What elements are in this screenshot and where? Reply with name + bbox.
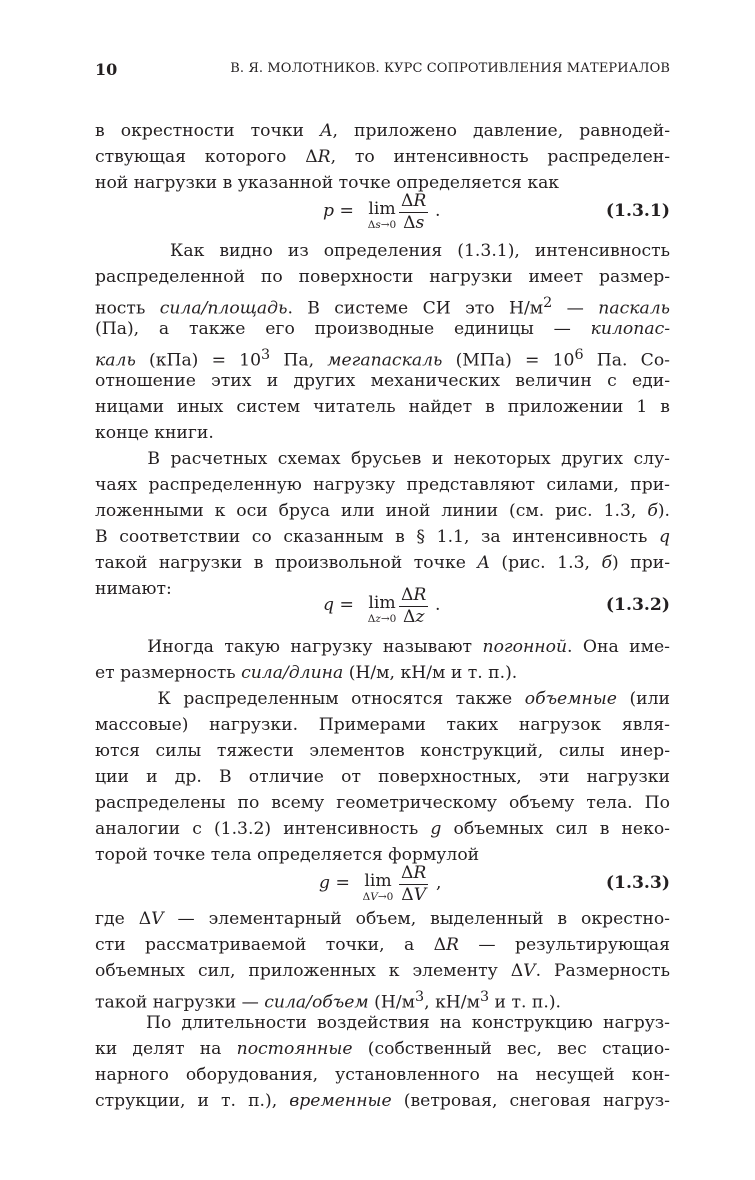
text-line: ки делят на постоянные (собственный вес, вес стацио- <box>95 1039 670 1059</box>
formula-denominator: ΔV <box>401 885 427 905</box>
text-line: распределены по всему геометрическому объему тела. По <box>95 793 670 813</box>
text-line: струкции, и т. п.), временные (ветровая, снеговая нагруз- <box>95 1091 670 1111</box>
formula-lim: lim <box>368 199 396 219</box>
text-line: Иногда такую нагрузку называют погонной. Она име- <box>95 637 670 657</box>
text-line: такой нагрузки в произвольной точке A (рис. 1.3, б) при- <box>95 553 670 573</box>
formula-denominator: Δz <box>402 607 425 627</box>
text-line: К распределенным относятся также объемные (или <box>95 689 670 709</box>
text-line: нимают: <box>95 579 172 599</box>
formula-denominator: Δs <box>403 213 425 233</box>
text-line: отношение этих и других механических величин с еди- <box>95 371 670 391</box>
formula-1-3-2 <box>95 584 670 630</box>
formula-numerator: ΔR <box>401 191 427 211</box>
formula-fraction <box>399 863 428 906</box>
formula-lhs: g = <box>319 873 350 893</box>
text-line: каль $(кПа) = 10^3$ Па, мегапаскаль $(МПа) = 10^6$ Па. Со- <box>95 347 670 371</box>
text-line: (Па), а также его производные единицы — килопас- <box>95 319 670 339</box>
text-line: массовые) нагрузки. Примерами таких нагрузок явля- <box>95 715 670 735</box>
text-line: распределенной по поверхности нагрузки имеет размер- <box>95 267 670 287</box>
text-line: ствующая которого ΔR, то интенсивность распределен- <box>95 147 671 167</box>
text-line: такой нагрузки — сила/объем ($Н/м^3$, $кН/м^3$ и т. п.). <box>95 989 561 1013</box>
formula-1-3-3 <box>95 862 670 908</box>
formula-lhs: q = <box>323 595 354 615</box>
page-number: 10 <box>95 60 118 79</box>
text-line: ницами иных систем читатель найдет в приложении 1 в <box>95 397 670 417</box>
formula-1-3-1 <box>95 190 670 236</box>
text-line: нарного оборудования, установленного на несущей кон- <box>95 1065 670 1085</box>
formula-lim-subscript: Δz→0 <box>367 613 397 625</box>
header <box>95 60 670 84</box>
text-line: В расчетных схемах брусьев и некоторых других слу- <box>95 449 670 469</box>
text-line: ность сила/площадь. В системе СИ это $Н/м^2$ — паскаль <box>95 295 671 319</box>
formula-lim-block <box>353 872 403 903</box>
formula-punctuation: , <box>436 873 442 893</box>
text-line: ложенными к оси бруса или иной линии (см. рис. 1.3, б). <box>95 501 670 521</box>
text-line: По длительности воздействия на конструкцию нагруз- <box>95 1013 670 1033</box>
text-line: ной нагрузки в указанной точке определяется как <box>95 173 560 193</box>
text-line: объемных сил, приложенных к элементу ΔV. Размерность <box>95 961 670 981</box>
text-line: сти рассматриваемой точки, а ΔR — результирующая <box>95 935 670 955</box>
formula-number: (1.3.3) <box>605 873 670 893</box>
formula-numerator: ΔR <box>401 863 427 883</box>
formula-punctuation: . <box>435 595 441 615</box>
formula-fraction <box>399 191 428 234</box>
formula-fraction <box>399 585 428 628</box>
text-line: в окрестности точки A, приложено давление, равнодей- <box>95 121 670 141</box>
formula-lim: lim <box>368 593 396 613</box>
text-line: ются силы тяжести элементов конструкций, силы инер- <box>95 741 670 761</box>
text-line: ции и др. В отличие от поверхностных, эти нагрузки <box>95 767 670 787</box>
text-line: ет размерность сила/длина (Н/м, кН/м и т. п.). <box>95 663 518 683</box>
formula-numerator: ΔR <box>401 585 427 605</box>
text-line: конце книги. <box>95 423 214 443</box>
text-line: чаях распределенную нагрузку представляют силами, при- <box>95 475 670 495</box>
text-line: В соответствии со сказанным в § 1.1, за интенсивность q <box>95 527 670 547</box>
formula-number: (1.3.2) <box>605 595 670 615</box>
text-line: Как видно из определения (1.3.1), интенсивность <box>95 241 670 261</box>
formula-lhs: p = <box>323 201 354 221</box>
text-line: где ΔV — элементарный объем, выделенный в окрестно- <box>95 909 670 929</box>
formula-punctuation: . <box>435 201 441 221</box>
formula-lim: lim <box>364 871 392 891</box>
formula-lim-subscript: Δs→0 <box>367 219 397 231</box>
formula-number: (1.3.1) <box>605 201 670 221</box>
text-line: торой точке тела определяется формулой <box>95 845 480 865</box>
running-head: В. Я. МОЛОТНИКОВ. КУРС СОПРОТИВЛЕНИЯ МАТЕРИАЛОВ <box>230 61 670 76</box>
text-line: аналогии с (1.3.2) интенсивность g объемных сил в неко- <box>95 819 670 839</box>
formula-lim-subscript: ΔV→0 <box>362 891 394 903</box>
